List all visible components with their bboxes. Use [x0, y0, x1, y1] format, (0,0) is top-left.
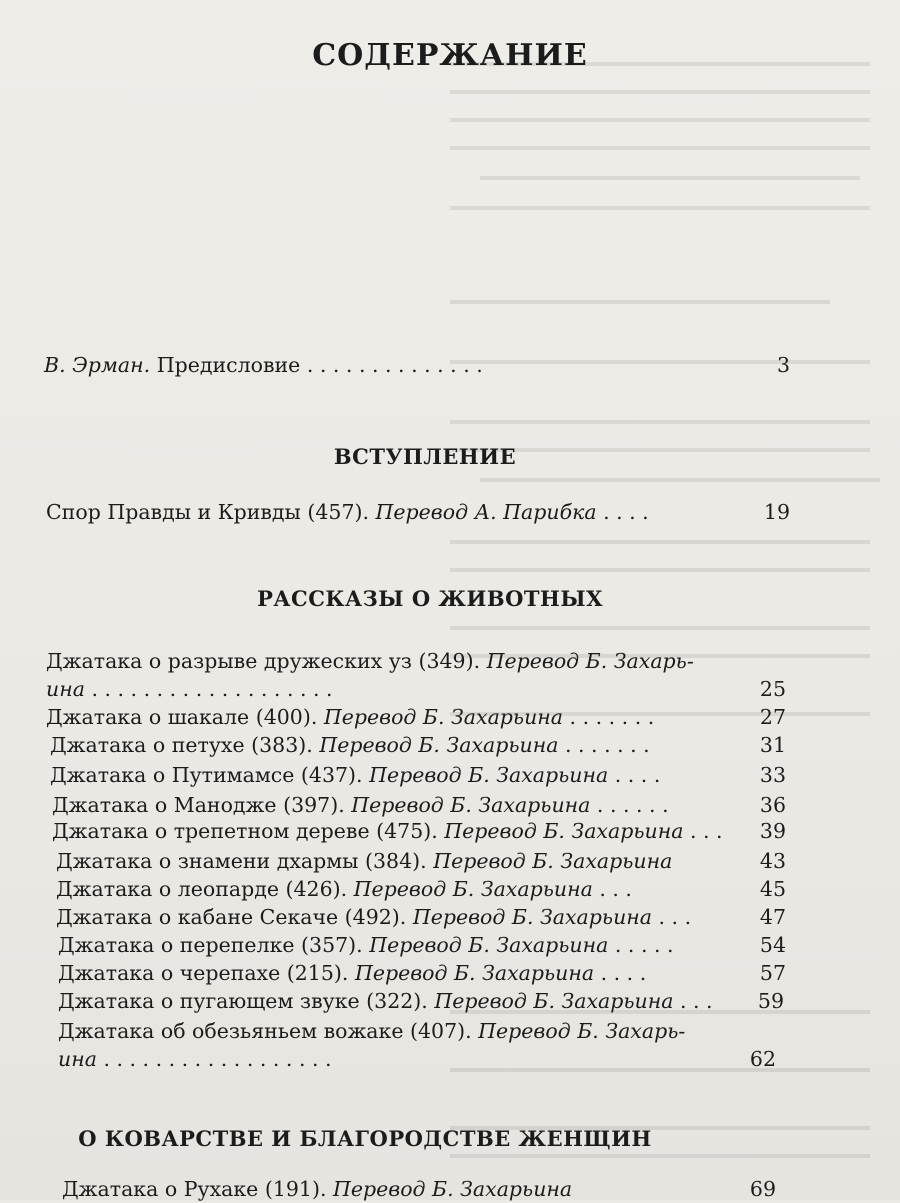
entry-leader: . . . .: [608, 763, 661, 787]
toc-entry[interactable]: [58, 1018, 685, 1045]
entry-title: Джатака о пугающем звуке (322).: [58, 989, 428, 1013]
entry-title: Джатака о Путимамсе (437).: [50, 763, 363, 787]
entry-page-number: 62: [749, 1047, 776, 1071]
toc-entry[interactable]: [52, 818, 723, 845]
entry-leader: . . . . . . . . . . . . . . . . . . .: [84, 677, 333, 701]
entry-leader: . . .: [683, 819, 723, 843]
toc-entry[interactable]: [46, 499, 649, 526]
entry-leader: . . . . . .: [590, 793, 669, 817]
entry-translator: Перевод Б. Захарьина: [412, 905, 652, 929]
entry-page-number: 59: [757, 989, 784, 1013]
entry-translator: Перевод Б. Захарьина: [333, 1177, 573, 1201]
entry-leader: . . . . . . .: [563, 705, 655, 729]
toc-entry-preface[interactable]: [44, 352, 483, 379]
entry-page-number: 36: [759, 793, 786, 817]
entry-page-number: 43: [759, 849, 786, 873]
toc-entry[interactable]: [56, 904, 691, 931]
entry-leader: . . .: [592, 877, 632, 901]
entry-page-number: 69: [749, 1177, 776, 1201]
entry-translator: Перевод Б. Захарьина: [351, 793, 591, 817]
entry-title: Спор Правды и Кривды (457).: [46, 500, 370, 524]
entry-translator: Перевод Б. Захарьина: [434, 989, 674, 1013]
entry-title: Джатака о Рухаке (191).: [62, 1177, 327, 1201]
entry-title: Джатака о разрыве дружеских уз (349).: [46, 649, 481, 673]
entry-leader: . . . . . . . . . . . . . . . . . .: [96, 1047, 332, 1071]
entry-leader: . . . . .: [608, 933, 674, 957]
section-heading-intro: ВСТУПЛЕНИЕ: [333, 444, 517, 469]
entry-page-number: 33: [759, 763, 786, 787]
entry-title: Джатака о перепелке (357).: [58, 933, 363, 957]
entry-title: Джатака о петухе (383).: [50, 733, 313, 757]
toc-entry-continuation: [46, 676, 333, 703]
entry-title: Джатака о кабане Секаче (492).: [56, 905, 407, 929]
entry-translator: Перевод Б. Захарьина: [353, 877, 593, 901]
entry-translator: Перевод Б. Захарьина: [354, 961, 595, 985]
entry-page-number: 54: [759, 933, 786, 957]
entry-translator-cont: ина: [58, 1047, 97, 1071]
entry-translator: Перевод А. Парибка: [375, 500, 597, 524]
toc-entry[interactable]: [58, 932, 674, 959]
entry-translator: Перевод Б. Захарьина: [444, 819, 684, 843]
toc-entry[interactable]: [52, 792, 669, 819]
entry-translator: Перевод Б. Захарь-: [486, 649, 694, 673]
entry-title: Джатака о леопарде (426).: [56, 877, 348, 901]
entry-page-number: 31: [759, 733, 786, 757]
entry-page-number: 45: [759, 877, 786, 901]
toc-entry[interactable]: [46, 648, 694, 675]
section-heading-animals: РАССКАЗЫ О ЖИВОТНЫХ: [257, 586, 603, 611]
page-title: СОДЕРЖАНИЕ: [312, 38, 588, 73]
entry-translator: Перевод Б. Захарьина: [369, 763, 609, 787]
entry-author: В. Эрман.: [44, 353, 151, 377]
toc-entry[interactable]: [58, 960, 646, 987]
entry-page-number: 19: [763, 500, 790, 524]
entry-translator: Перевод Б. Захарьина: [319, 733, 559, 757]
entry-translator-cont: ина: [46, 677, 85, 701]
toc-entry[interactable]: [62, 1176, 572, 1203]
toc-entry[interactable]: [50, 732, 650, 759]
entry-page-number: 47: [759, 905, 786, 929]
entry-leader: . . .: [652, 905, 692, 929]
entry-page-number: 39: [759, 819, 786, 843]
entry-translator: Перевод Б. Захарь-: [478, 1019, 686, 1043]
entry-translator: Перевод Б. Захарьина: [323, 705, 564, 729]
entry-page-number: 57: [759, 961, 786, 985]
entry-leader: . . . .: [596, 500, 649, 524]
entry-page-number: 27: [759, 705, 786, 729]
toc-entry[interactable]: [58, 988, 713, 1015]
entry-title: Джатака о черепахе (215).: [58, 961, 349, 985]
entry-title: Джатака об обезьяньем вожаке (407).: [58, 1019, 472, 1043]
entry-title: Предисловие: [156, 353, 301, 377]
entry-page-number: 25: [759, 677, 786, 701]
toc-entry[interactable]: [46, 704, 654, 731]
entry-translator: Перевод Б. Захарьина: [433, 849, 673, 873]
entry-leader: . . . .: [594, 961, 647, 985]
entry-translator: Перевод Б. Захарьина: [369, 933, 609, 957]
entry-page-number: 3: [776, 353, 790, 377]
entry-leader: . . .: [673, 989, 713, 1013]
entry-leader: . . . . . . .: [558, 733, 650, 757]
toc-entry[interactable]: [56, 876, 632, 903]
entry-title: Джатака о Манодже (397).: [52, 793, 345, 817]
entry-title: Джатака о шакале (400).: [46, 705, 318, 729]
section-heading-women: О КОВАРСТВЕ И БЛАГОРОДСТВЕ ЖЕНЩИН: [78, 1126, 652, 1151]
entry-title: Джатака о знамени дхармы (384).: [56, 849, 427, 873]
toc-entry[interactable]: [56, 848, 672, 875]
entry-leader: . . . . . . . . . . . . . .: [300, 353, 483, 377]
toc-entry-continuation: [58, 1046, 332, 1073]
toc-entry[interactable]: [50, 762, 660, 789]
entry-title: Джатака о трепетном дереве (475).: [52, 819, 438, 843]
